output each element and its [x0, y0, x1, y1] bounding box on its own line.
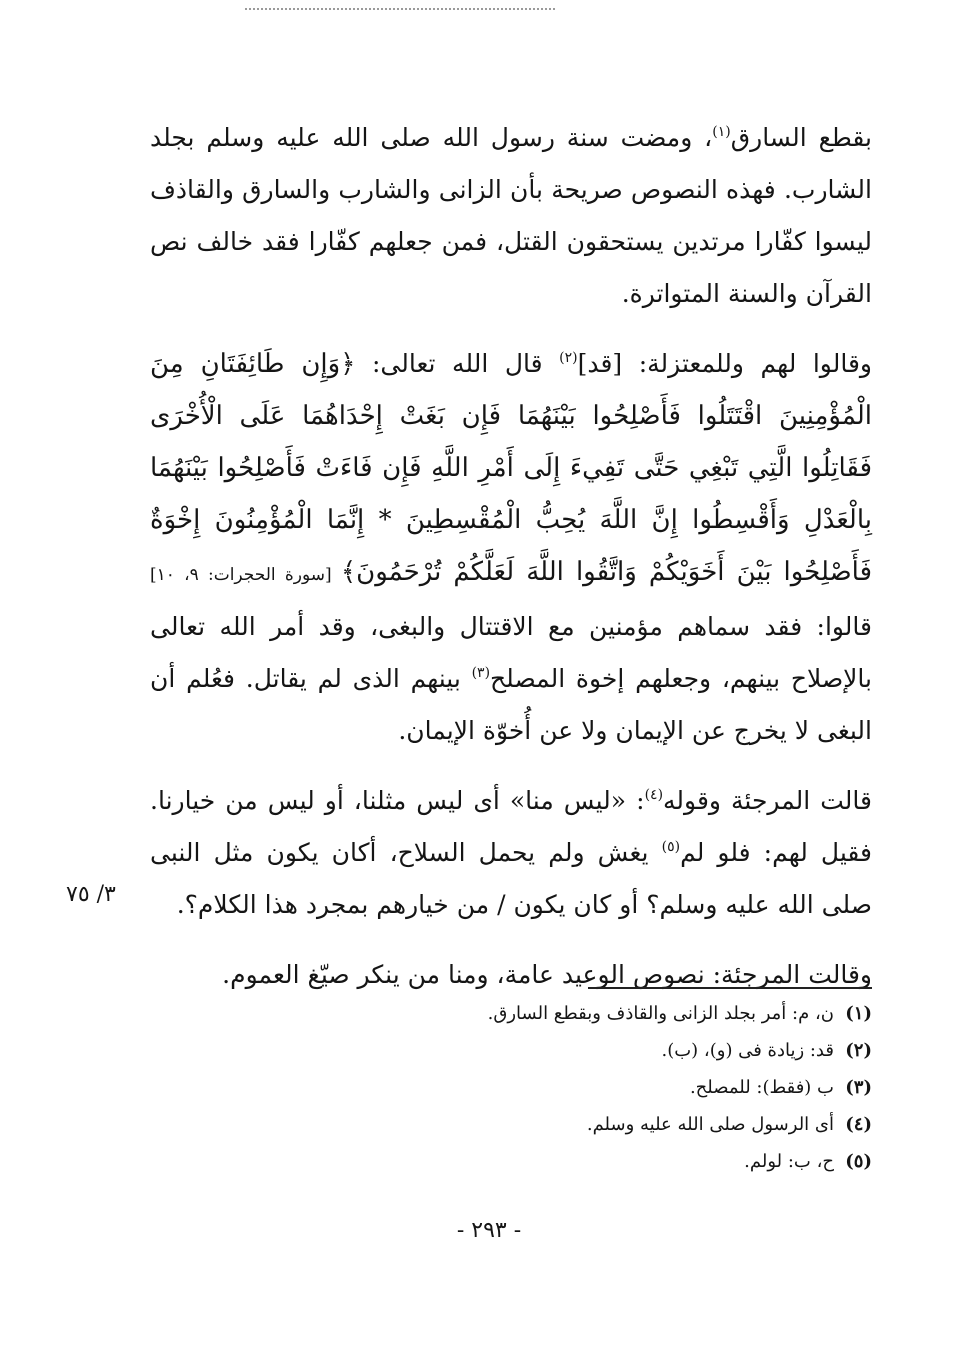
paragraph-3 — [150, 775, 872, 931]
text-segment: يغش ولم يحمل السلاح، أكان يكون مثل النبى صلى الله عليه وسلم؟ أو كان يكون / من خيارهم بمجرد هذا الكلام؟. — [150, 838, 872, 919]
footnote-item — [420, 1069, 872, 1106]
footnote-marker-4[interactable]: (٤) — [644, 787, 664, 803]
footnote-separator — [588, 987, 872, 989]
footnote-item — [420, 995, 872, 1032]
footnote-number: (٢) — [845, 1040, 872, 1061]
footnote-text: ح، ب: لولم. — [744, 1151, 834, 1172]
surah-reference: [سورة الحجرات: ٩، ١٠] — [150, 565, 341, 585]
text-segment: قال الله تعالى: — [355, 349, 560, 378]
footnote-number: (٤) — [845, 1114, 872, 1135]
footnote-text: قد: زيادة فى (و)، (ب). — [661, 1040, 834, 1061]
paragraph-1 — [150, 112, 872, 320]
footnotes — [420, 995, 872, 1180]
margin-reference: ٣/ ٧٥ — [66, 882, 116, 907]
footnote-item — [420, 1106, 872, 1143]
text-segment: ، ومضت سنة رسول الله صلى الله عليه وسلم بجلد الشارب. فهذه النصوص صريحة بأن الزانى والشارب والسارق والقاذف ليسوا كفّارا مرتدين يستحقون القتل، فمن جعلهم كفّارا فقد خالف نص القرآن والسنة المتواترة. — [150, 123, 872, 308]
text-segment: بقطع السارق — [730, 123, 872, 152]
footnote-marker-2[interactable]: (٢) — [559, 350, 578, 366]
quran-verse: ﴿وَإِن طَائِفَتَانِ مِنَ الْمُؤْمِنِينَ اقْتَتَلُوا فَأَصْلِحُوا بَيْنَهُمَا فَإِن بَغَتْ إِحْدَاهُمَا عَلَى الْأُخْرَى فَقَاتِلُوا الَّتِي تَبْغِي حَتَّى تَفِيءَ إِلَى أَمْرِ اللَّهِ فَإِن فَاءَتْ فَأَصْلِحُوا بَيْنَهُمَا بِالْعَدْلِ وَأَقْسِطُوا إِنَّ اللَّهَ يُحِبُّ الْمُقْسِطِينَ * إِنَّمَا الْمُؤْمِنُونَ إِخْوَةٌ فَأَصْلِحُوا بَيْنَ أَخَوَيْكُمْ وَاتَّقُوا اللَّهَ لَعَلَّكُمْ تُرْحَمُونَ﴾ — [150, 349, 872, 587]
footnote-text: ن، م: أمر بجلد الزانى والقاذف وبقطع السارق. — [487, 1003, 834, 1024]
page-number: - ٢٩٣ - — [456, 1218, 522, 1243]
text-segment: بينهم الذى لم يقاتل. فعُلم أن البغى لا يخرج عن الإيمان ولا عن أُخوّة الإيمان. — [150, 664, 872, 745]
footnote-text: أى الرسول صلى الله عليه وسلم. — [586, 1114, 834, 1135]
footnote-number: (١) — [845, 1003, 872, 1024]
footnote-item — [420, 1143, 872, 1180]
footnote-marker-3[interactable]: (٣) — [471, 665, 491, 681]
footnote-text: ب (فقط): للمصلح. — [689, 1077, 834, 1098]
paragraph-4 — [150, 949, 872, 1001]
text-segment: : «ليس منا» أى ليس مثلنا، أو ليس من خيارنا. فقيل لهم: فلو لم — [150, 786, 873, 867]
footnote-marker-5[interactable]: (٥) — [661, 839, 681, 855]
text-segment: قالوا: فقد سماهم مؤمنين مع الاقتتال والبغى، وقد أمر الله تعالى بالإصلاح بينهم، وجعلهم إخوة المصلح — [150, 612, 873, 693]
text-segment: وقالوا لهم وللمعتزلة: [قد] — [577, 349, 872, 378]
main-text — [150, 112, 872, 1001]
footnote-marker-1[interactable]: (١) — [712, 124, 731, 140]
paragraph-2 — [150, 338, 872, 757]
footnote-number: (٣) — [845, 1077, 872, 1098]
text-segment: قالت المرجئة وقوله — [663, 786, 872, 815]
footnote-number: (٥) — [845, 1151, 872, 1172]
top-dotted-rule — [245, 8, 555, 10]
text-segment: وقالت المرجئة: نصوص الوعيد عامة، ومنا من ينكر صيّغ العموم. — [222, 960, 872, 989]
footnote-item — [420, 1032, 872, 1069]
